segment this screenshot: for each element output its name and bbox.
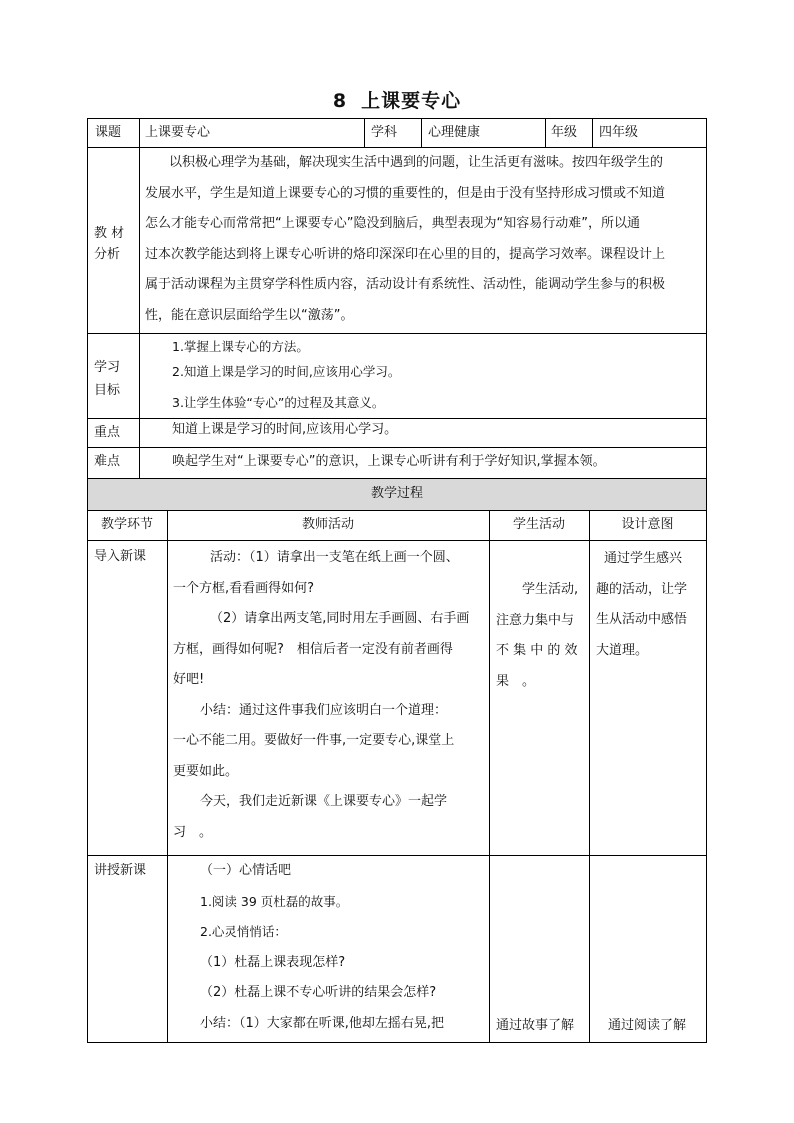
subject-label: 学科 <box>371 125 398 140</box>
table-rule <box>589 510 590 1043</box>
teacher-line: 习 。 <box>173 824 213 840</box>
grade-value: 四年级 <box>599 125 639 140</box>
teacher-line: （一）心情话吧 <box>200 863 292 878</box>
student-line: 通过故事了解 <box>496 1018 575 1033</box>
objective-item: 2.知道上课是学习的时间,应该用心学习。 <box>172 364 401 379</box>
teacher-line: 一心不能二用。要做好一件事,一定要专心,课堂上 <box>173 733 455 748</box>
teacher-line: 2.心灵悄悄话： <box>200 924 287 939</box>
lesson-number: 8 <box>332 90 348 112</box>
table-rule <box>706 118 707 1043</box>
table-rule <box>489 510 490 1043</box>
analysis-line: 过本次教学能达到将上课专心听讲的烙印深深印在心里的目的，提高学习效率。课程设计上 <box>145 246 666 262</box>
student-line: 注意力集中与 <box>496 612 575 628</box>
student-line: 不 集 中 的 效 <box>496 643 578 658</box>
teacher-line: （2）杜磊上课不专心听讲的结果会怎样? <box>200 985 437 1000</box>
teacher-line: 小结：通过这件事我们应该明白一个道理： <box>200 702 448 718</box>
teacher-line: 1.阅读 39 页杜磊的故事。 <box>200 893 349 909</box>
teacher-line: 活动：（1）请拿出一支笔在纸上画一个圆、 <box>210 550 459 565</box>
lesson-title: 上课要专心 <box>361 90 462 112</box>
stage-intro: 导入新课 <box>94 549 147 564</box>
key-point-text: 知道上课是学习的时间,应该用心学习。 <box>172 422 398 437</box>
teacher-line: 好吧! <box>173 672 205 687</box>
key-point-label: 重点 <box>94 425 121 440</box>
teacher-line: 小结：（1）大家都在听课,他却左摇右晃,把 <box>200 1015 445 1031</box>
table-rule <box>167 510 168 1043</box>
table-rule <box>87 118 707 119</box>
analysis-label-1: 教 材 <box>94 226 125 241</box>
analysis-label-2: 分析 <box>94 247 121 262</box>
teacher-line: 方框，画得如何呢? 相信后者一定没有前者画得 <box>173 641 453 657</box>
analysis-line: 怎么才能专心而常常把“上课要专心”隐没到脑后，典型表现为“知容易行动难”，所以通 <box>145 216 640 231</box>
process-header: 教学过程 <box>370 486 423 501</box>
teacher-line: 更要如此。 <box>173 763 239 779</box>
objectives-label-2: 目标 <box>94 383 121 398</box>
objective-item: 3.让学生体验“专心”的过程及其意义。 <box>172 395 385 410</box>
intro-student-activity <box>496 575 588 697</box>
table-rule <box>87 447 707 448</box>
column-intent: 设计意图 <box>621 517 674 532</box>
difficulty-text: 唤起学生对“上课要专心”的意识，上课专心听讲有利于学好知识,掌握本领。 <box>172 454 606 469</box>
table-rule <box>592 118 593 147</box>
intent-line: 生从活动中感悟 <box>596 612 688 627</box>
student-line: 果 。 <box>496 673 536 689</box>
table-rule <box>87 1042 707 1043</box>
table-rule <box>87 333 707 334</box>
table-rule <box>87 540 707 541</box>
table-rule <box>364 118 365 147</box>
objective-item: 1.掌握上课专心的方法。 <box>172 339 309 354</box>
column-student: 学生活动 <box>512 517 565 532</box>
topic-value: 上课要专心 <box>145 125 211 140</box>
column-teacher: 教师活动 <box>301 517 354 532</box>
objectives-label-1: 学习 <box>94 360 121 375</box>
grade-label: 年级 <box>551 125 578 140</box>
analysis-line: 属于活动课程为主贯穿学科性质内容，活动设计有系统性、活动性，能调动学生参与的积极 <box>145 277 666 292</box>
intro-design-intent <box>596 544 706 666</box>
student-line: 学生活动, <box>522 582 579 597</box>
difficulty-label: 难点 <box>94 454 121 469</box>
intent-line: 大道理。 <box>596 642 649 658</box>
teacher-line: （1）杜磊上课表现怎样? <box>200 954 346 970</box>
lesson-teacher-activity <box>173 856 485 1039</box>
table-rule <box>87 118 88 1043</box>
teacher-line: （2）请拿出两支笔,同时用左手画圆、右手画 <box>210 611 470 626</box>
column-stage: 教学环节 <box>100 517 153 532</box>
table-rule <box>421 118 422 147</box>
stage-new-lesson: 讲授新课 <box>94 863 147 878</box>
teacher-line: 一个方框,看看画得如何? <box>173 580 315 596</box>
topic-label: 课题 <box>95 125 122 140</box>
table-rule <box>545 118 546 147</box>
intent-line: 趣的活动，让学 <box>596 581 688 597</box>
analysis-line: 发展水平，学生是知道上课要专心的习惯的重要性的，但是由于没有坚持形成习惯或不知道 <box>145 185 666 201</box>
table-rule <box>87 418 707 419</box>
intro-teacher-activity <box>173 543 485 848</box>
analysis-text <box>145 148 705 331</box>
table-rule <box>87 478 707 479</box>
analysis-line: 性，能在意识层面给学生以“激荡”。 <box>145 307 354 323</box>
table-rule <box>87 510 707 511</box>
subject-value: 心理健康 <box>428 125 481 140</box>
teacher-line: 今天，我们走近新课《上课要专心》一起学 <box>200 794 448 809</box>
intent-line: 通过学生感兴 <box>604 551 683 566</box>
intent-line: 通过阅读了解 <box>608 1018 687 1033</box>
analysis-line: 以积极心理学为基础，解决现实生活中遇到的问题，让生活更有滋味。按四年级学生的 <box>169 155 664 170</box>
table-rule <box>139 118 140 478</box>
